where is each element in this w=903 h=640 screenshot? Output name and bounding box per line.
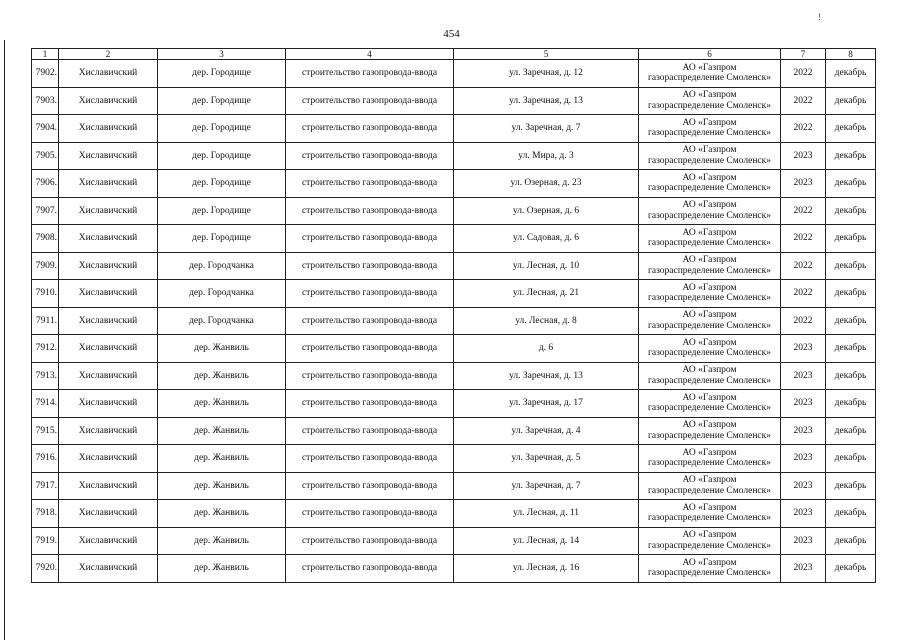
month-cell: декабрь — [826, 390, 876, 418]
address-cell: ул. Заречная, д. 7 — [454, 472, 639, 500]
month-cell: декабрь — [826, 142, 876, 170]
address-cell: ул. Заречная, д. 7 — [454, 115, 639, 143]
operator-line-1: АО «Газпром — [682, 62, 737, 73]
year-cell: 2023 — [781, 362, 826, 390]
work-type-cell: строительство газопровода-ввода — [286, 445, 454, 473]
row-number-cell: 7914. — [32, 390, 59, 418]
row-number-cell: 7919. — [32, 527, 59, 555]
operator-cell — [639, 170, 781, 198]
work-type-cell: строительство газопровода-ввода — [286, 472, 454, 500]
settlement-cell: дер. Городище — [158, 170, 286, 198]
operator-cell — [639, 335, 781, 363]
district-cell: Хиславичский — [59, 60, 158, 88]
table-row — [32, 142, 876, 170]
address-cell: ул. Лесная, д. 14 — [454, 527, 639, 555]
table-row — [32, 197, 876, 225]
address-cell: ул. Садовая, д. 6 — [454, 225, 639, 253]
operator-line-2: газораспределение Смоленск» — [647, 320, 772, 331]
address-cell: ул. Заречная, д. 17 — [454, 390, 639, 418]
operator-line-2: газораспределение Смоленск» — [647, 183, 772, 194]
operator-cell — [639, 197, 781, 225]
operator-line-2: газораспределение Смоленск» — [647, 430, 772, 441]
page-number: 454 — [443, 28, 460, 40]
row-number-cell: 7913. — [32, 362, 59, 390]
operator-line-1: АО «Газпром — [682, 117, 737, 128]
district-cell: Хиславичский — [59, 252, 158, 280]
operator-cell — [639, 390, 781, 418]
column-number-row — [32, 49, 876, 60]
table-row — [32, 555, 876, 583]
operator-line-2: газораспределение Смоленск» — [647, 210, 772, 221]
district-cell: Хиславичский — [59, 225, 158, 253]
column-header-3: 3 — [158, 49, 286, 60]
settlement-cell: дер. Жанвиль — [158, 417, 286, 445]
operator-cell — [639, 280, 781, 308]
month-cell: декабрь — [826, 197, 876, 225]
row-number-cell: 7906. — [32, 170, 59, 198]
district-cell: Хиславичский — [59, 445, 158, 473]
operator-line-1: АО «Газпром — [682, 145, 737, 156]
table-row — [32, 527, 876, 555]
work-type-cell: строительство газопровода-ввода — [286, 390, 454, 418]
district-cell: Хиславичский — [59, 170, 158, 198]
table-row — [32, 225, 876, 253]
operator-line-1: АО «Газпром — [682, 502, 737, 513]
operator-line-1: АО «Газпром — [682, 337, 737, 348]
district-cell: Хиславичский — [59, 307, 158, 335]
district-cell: Хиславичский — [59, 280, 158, 308]
column-header-5: 5 — [454, 49, 639, 60]
year-cell: 2022 — [781, 280, 826, 308]
address-cell: ул. Лесная, д. 10 — [454, 252, 639, 280]
operator-line-2: газораспределение Смоленск» — [647, 265, 772, 276]
operator-line-1: АО «Газпром — [682, 475, 737, 486]
settlement-cell: дер. Городище — [158, 197, 286, 225]
operator-line-1: АО «Газпром — [682, 310, 737, 321]
row-number-cell: 7904. — [32, 115, 59, 143]
row-number-cell: 7911. — [32, 307, 59, 335]
operator-line-1: АО «Газпром — [682, 420, 737, 431]
settlement-cell: дер. Городчанка — [158, 252, 286, 280]
operator-cell — [639, 500, 781, 528]
operator-cell — [639, 60, 781, 88]
operator-line-1: АО «Газпром — [682, 227, 737, 238]
address-cell: ул. Заречная, д. 4 — [454, 417, 639, 445]
month-cell: декабрь — [826, 115, 876, 143]
address-cell: ул. Заречная, д. 12 — [454, 60, 639, 88]
work-type-cell: строительство газопровода-ввода — [286, 417, 454, 445]
operator-cell — [639, 252, 781, 280]
row-number-cell: 7903. — [32, 87, 59, 115]
month-cell: декабрь — [826, 472, 876, 500]
row-number-cell: 7902. — [32, 60, 59, 88]
year-cell: 2023 — [781, 390, 826, 418]
table-row — [32, 307, 876, 335]
address-cell: ул. Озерная, д. 23 — [454, 170, 639, 198]
month-cell: декабрь — [826, 417, 876, 445]
table-row — [32, 87, 876, 115]
operator-line-1: АО «Газпром — [682, 447, 737, 458]
row-number-cell: 7916. — [32, 445, 59, 473]
year-cell: 2023 — [781, 335, 826, 363]
operator-line-2: газораспределение Смоленск» — [647, 238, 772, 249]
operator-line-1: АО «Газпром — [682, 200, 737, 211]
operator-cell — [639, 472, 781, 500]
column-header-4: 4 — [286, 49, 454, 60]
year-cell: 2022 — [781, 197, 826, 225]
row-number-cell: 7918. — [32, 500, 59, 528]
settlement-cell: дер. Городище — [158, 60, 286, 88]
district-cell: Хиславичский — [59, 142, 158, 170]
address-cell: ул. Заречная, д. 13 — [454, 362, 639, 390]
work-type-cell: строительство газопровода-ввода — [286, 115, 454, 143]
address-cell: д. 6 — [454, 335, 639, 363]
work-type-cell: строительство газопровода-ввода — [286, 500, 454, 528]
table-row — [32, 335, 876, 363]
operator-line-1: АО «Газпром — [682, 530, 737, 541]
work-type-cell: строительство газопровода-ввода — [286, 335, 454, 363]
year-cell: 2022 — [781, 60, 826, 88]
column-header-2: 2 — [59, 49, 158, 60]
month-cell: декабрь — [826, 362, 876, 390]
operator-line-2: газораспределение Смоленск» — [647, 568, 772, 579]
settlement-cell: дер. Жанвиль — [158, 527, 286, 555]
work-type-cell: строительство газопровода-ввода — [286, 307, 454, 335]
work-type-cell: строительство газопровода-ввода — [286, 197, 454, 225]
work-type-cell: строительство газопровода-ввода — [286, 280, 454, 308]
operator-line-2: газораспределение Смоленск» — [647, 485, 772, 496]
year-cell: 2022 — [781, 252, 826, 280]
month-cell: декабрь — [826, 527, 876, 555]
address-cell: ул. Лесная, д. 16 — [454, 555, 639, 583]
year-cell: 2023 — [781, 142, 826, 170]
operator-cell — [639, 555, 781, 583]
district-cell: Хиславичский — [59, 362, 158, 390]
settlement-cell: дер. Городище — [158, 225, 286, 253]
settlement-cell: дер. Жанвиль — [158, 500, 286, 528]
month-cell: декабрь — [826, 280, 876, 308]
table-row — [32, 500, 876, 528]
operator-line-2: газораспределение Смоленск» — [647, 540, 772, 551]
settlement-cell: дер. Жанвиль — [158, 335, 286, 363]
settlement-cell: дер. Городище — [158, 87, 286, 115]
work-type-cell: строительство газопровода-ввода — [286, 87, 454, 115]
table-row — [32, 280, 876, 308]
column-header-7: 7 — [781, 49, 826, 60]
year-cell: 2023 — [781, 500, 826, 528]
operator-line-1: АО «Газпром — [682, 90, 737, 101]
row-number-cell: 7915. — [32, 417, 59, 445]
operator-cell — [639, 307, 781, 335]
table-row — [32, 170, 876, 198]
year-cell: 2023 — [781, 527, 826, 555]
month-cell: декабрь — [826, 445, 876, 473]
settlement-cell: дер. Жанвиль — [158, 555, 286, 583]
column-header-6: 6 — [639, 49, 781, 60]
row-number-cell: 7907. — [32, 197, 59, 225]
year-cell: 2022 — [781, 87, 826, 115]
scan-mark: ! — [818, 12, 821, 22]
month-cell: декабрь — [826, 225, 876, 253]
operator-line-1: АО «Газпром — [682, 255, 737, 266]
table-row — [32, 472, 876, 500]
operator-line-2: газораспределение Смоленск» — [647, 375, 772, 386]
settlement-cell: дер. Городчанка — [158, 307, 286, 335]
work-type-cell: строительство газопровода-ввода — [286, 60, 454, 88]
settlement-cell: дер. Жанвиль — [158, 445, 286, 473]
month-cell: декабрь — [826, 500, 876, 528]
district-cell: Хиславичский — [59, 390, 158, 418]
table-row — [32, 417, 876, 445]
operator-cell — [639, 142, 781, 170]
address-cell: ул. Лесная, д. 8 — [454, 307, 639, 335]
operator-cell — [639, 87, 781, 115]
district-cell: Хиславичский — [59, 87, 158, 115]
work-type-cell: строительство газопровода-ввода — [286, 170, 454, 198]
operator-cell — [639, 115, 781, 143]
month-cell: декабрь — [826, 252, 876, 280]
table-row — [32, 252, 876, 280]
address-cell: ул. Заречная, д. 13 — [454, 87, 639, 115]
row-number-cell: 7909. — [32, 252, 59, 280]
row-number-cell: 7910. — [32, 280, 59, 308]
year-cell: 2023 — [781, 555, 826, 583]
operator-line-1: АО «Газпром — [682, 365, 737, 376]
row-number-cell: 7912. — [32, 335, 59, 363]
operator-line-2: газораспределение Смоленск» — [647, 73, 772, 84]
work-type-cell: строительство газопровода-ввода — [286, 527, 454, 555]
year-cell: 2023 — [781, 445, 826, 473]
address-cell: ул. Лесная, д. 11 — [454, 500, 639, 528]
operator-line-2: газораспределение Смоленск» — [647, 513, 772, 524]
operator-cell — [639, 362, 781, 390]
operator-line-2: газораспределение Смоленск» — [647, 128, 772, 139]
scan-edge-line — [4, 40, 5, 640]
operator-line-2: газораспределение Смоленск» — [647, 458, 772, 469]
operator-cell — [639, 225, 781, 253]
works-table — [31, 48, 876, 583]
work-type-cell: строительство газопровода-ввода — [286, 555, 454, 583]
settlement-cell: дер. Городчанка — [158, 280, 286, 308]
year-cell: 2023 — [781, 170, 826, 198]
district-cell: Хиславичский — [59, 472, 158, 500]
district-cell: Хиславичский — [59, 500, 158, 528]
operator-line-2: газораспределение Смоленск» — [647, 403, 772, 414]
settlement-cell: дер. Городище — [158, 142, 286, 170]
work-type-cell: строительство газопровода-ввода — [286, 362, 454, 390]
address-cell: ул. Лесная, д. 21 — [454, 280, 639, 308]
address-cell: ул. Заречная, д. 5 — [454, 445, 639, 473]
operator-line-1: АО «Газпром — [682, 392, 737, 403]
operator-line-1: АО «Газпром — [682, 172, 737, 183]
month-cell: декабрь — [826, 307, 876, 335]
table-body — [32, 60, 876, 583]
operator-line-2: газораспределение Смоленск» — [647, 100, 772, 111]
table-row — [32, 60, 876, 88]
month-cell: декабрь — [826, 335, 876, 363]
work-type-cell: строительство газопровода-ввода — [286, 142, 454, 170]
year-cell: 2023 — [781, 417, 826, 445]
address-cell: ул. Озерная, д. 6 — [454, 197, 639, 225]
operator-cell — [639, 527, 781, 555]
address-cell: ул. Мира, д. 3 — [454, 142, 639, 170]
table-row — [32, 390, 876, 418]
table-row — [32, 445, 876, 473]
settlement-cell: дер. Жанвиль — [158, 390, 286, 418]
operator-cell — [639, 417, 781, 445]
district-cell: Хиславичский — [59, 335, 158, 363]
row-number-cell: 7920. — [32, 555, 59, 583]
column-header-8: 8 — [826, 49, 876, 60]
work-type-cell: строительство газопровода-ввода — [286, 252, 454, 280]
month-cell: декабрь — [826, 60, 876, 88]
settlement-cell: дер. Городище — [158, 115, 286, 143]
operator-line-2: газораспределение Смоленск» — [647, 155, 772, 166]
month-cell: декабрь — [826, 170, 876, 198]
operator-cell — [639, 445, 781, 473]
operator-line-2: газораспределение Смоленск» — [647, 293, 772, 304]
operator-line-1: АО «Газпром — [682, 282, 737, 293]
district-cell: Хиславичский — [59, 527, 158, 555]
operator-line-2: газораспределение Смоленск» — [647, 348, 772, 359]
row-number-cell: 7917. — [32, 472, 59, 500]
operator-line-1: АО «Газпром — [682, 557, 737, 568]
table-row — [32, 362, 876, 390]
month-cell: декабрь — [826, 87, 876, 115]
row-number-cell: 7905. — [32, 142, 59, 170]
settlement-cell: дер. Жанвиль — [158, 362, 286, 390]
year-cell: 2022 — [781, 115, 826, 143]
settlement-cell: дер. Жанвиль — [158, 472, 286, 500]
district-cell: Хиславичский — [59, 555, 158, 583]
district-cell: Хиславичский — [59, 417, 158, 445]
year-cell: 2022 — [781, 225, 826, 253]
column-header-1: 1 — [32, 49, 59, 60]
month-cell: декабрь — [826, 555, 876, 583]
work-type-cell: строительство газопровода-ввода — [286, 225, 454, 253]
table-row — [32, 115, 876, 143]
year-cell: 2023 — [781, 472, 826, 500]
district-cell: Хиславичский — [59, 115, 158, 143]
year-cell: 2022 — [781, 307, 826, 335]
row-number-cell: 7908. — [32, 225, 59, 253]
district-cell: Хиславичский — [59, 197, 158, 225]
